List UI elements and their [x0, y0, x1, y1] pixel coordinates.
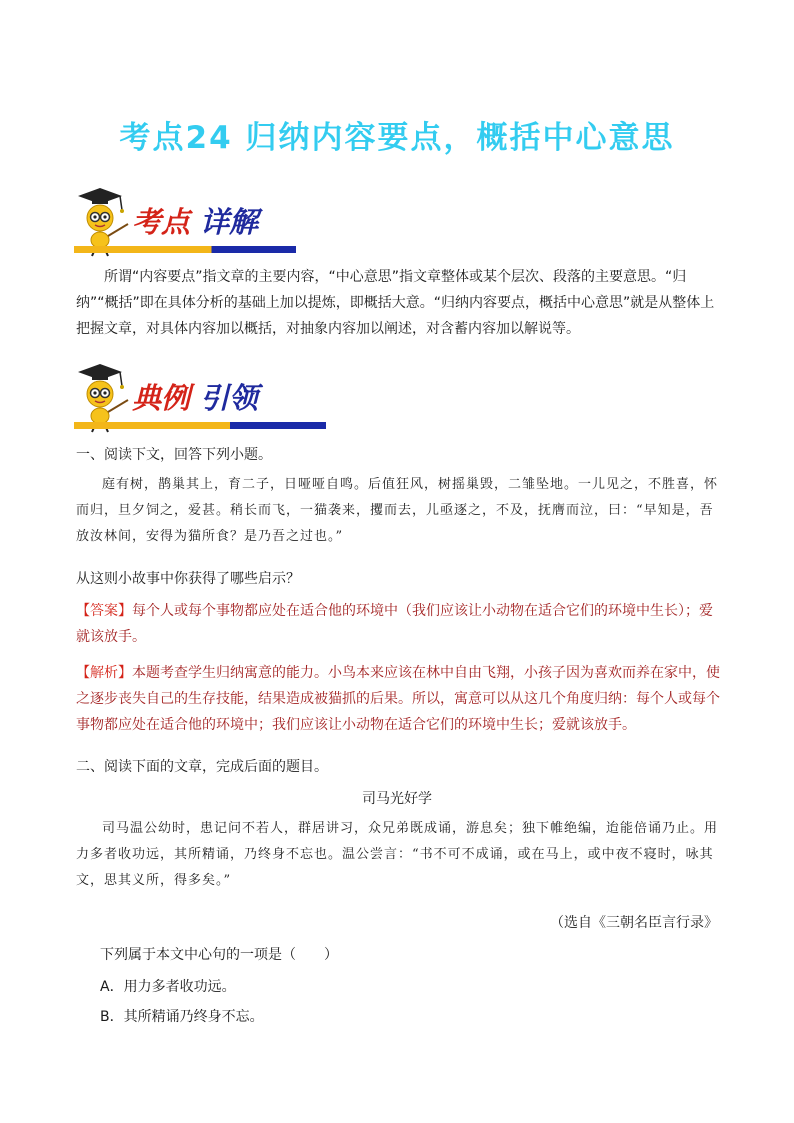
option-b: B．其所精诵乃终身不忘。	[100, 1009, 264, 1025]
question1-analysis	[76, 660, 726, 738]
question2-prompt: 下列属于本文中心句的一项是（ ）	[100, 947, 338, 963]
answer-text: 每个人或每个事物都应处在适合他的环境中（我们应该让小动物在适合它们的环境中生长）；爱就该放手。	[76, 603, 713, 645]
question2-heading: 二、阅读下面的文章，完成后面的题目。	[76, 759, 328, 775]
section-title-word2: 引领	[200, 381, 259, 415]
question1-answer	[76, 598, 726, 650]
analysis-tag: 【解析】	[76, 665, 132, 681]
section-title-word1: 典例	[132, 381, 191, 415]
answer-tag: 【答案】	[76, 603, 132, 619]
analysis-text: 本题考查学生归纳寓意的能力。小鸟本来应该在林中自由飞翔，小孩子因为喜欢而养在家中，使之逐步丧失自己的生存技能，结果造成被猫抓的后果。所以，寓意可以从这几个角度归纳：每个人或每个事物都应处在适合他的环境中；我们应该让小动物在适合它们的环境中生长；爱就该放手。	[76, 665, 720, 733]
section-underline	[74, 246, 296, 253]
passage-source: （选自《三朝名臣言行录》	[550, 915, 718, 931]
section-title	[132, 200, 258, 241]
option-a: A．用力多者收功远。	[100, 979, 236, 995]
question1-prompt: 从这则小故事中你获得了哪些启示？	[76, 571, 300, 587]
intro-paragraph: 所谓“内容要点”指文章的主要内容，“中心意思”指文章整体或某个层次、段落的主要意思。“归纳”“概括”即在具体分析的基础上加以提炼，即概括大意。“归纳内容要点，概括中心意思”就是从整体上把握文章，对具体内容加以概括，对抽象内容加以阐述，对含蓄内容加以解说等。	[76, 269, 715, 337]
question1-passage: 庭有树，鹊巢其上，育二子，日哑哑自鸣。后值狂风，树摇巢毁，二雏坠地。一儿见之，不胜喜，怀而归，旦夕饲之，爱甚。稍长而飞，一猫袭来，攫而去，儿亟逐之，不及，抚膺而泣，曰：“早知是，吾放汝林间，安得为猫所食？是乃吾之过也。”	[76, 477, 719, 544]
section-underline	[74, 422, 326, 429]
section-title-word1: 考点	[132, 205, 191, 239]
question2-passage: 司马温公幼时，患记问不若人，群居讲习，众兄弟既成诵，游息矣；独下帷绝编，迨能倍诵乃止。用力多者收功远，其所精诵，乃终身不忘也。温公尝言：“书不可不成诵，或在马上，或中夜不寝时，咏其文，思其义所，得多矣。”	[76, 821, 719, 888]
section-header-dianli	[70, 362, 330, 434]
section-title	[132, 376, 258, 417]
section-header-kaodian	[70, 186, 330, 258]
passage-title: 司马光好学	[362, 791, 432, 807]
page-title: 考点24 归纳内容要点，概括中心意思	[119, 120, 675, 156]
question1-heading: 一、阅读下文，回答下列小题。	[76, 447, 272, 463]
section-title-word2: 详解	[200, 205, 259, 239]
